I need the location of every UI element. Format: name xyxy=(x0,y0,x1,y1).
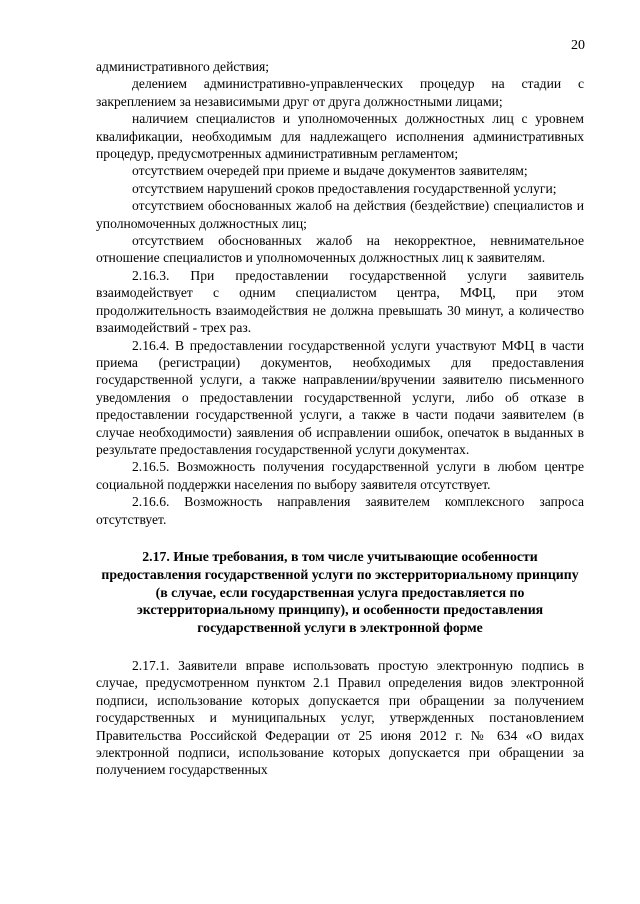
body-paragraph: делением административно-управленческих процедур на стадии с закреплением за независимыми друг от друга должностными лицами; xyxy=(96,76,584,109)
body-paragraph: административного действия; xyxy=(96,59,270,74)
page-number: 20 xyxy=(571,38,585,53)
body-paragraph: наличием специалистов и уполномоченных должностных лиц с уровнем квалификации, необходимым для надлежащего исполнения административных процедур, предусмотренных административным регламентом; xyxy=(96,111,584,162)
body-paragraph: 2.16.4. В предоставлении государственной услуги участвуют МФЦ в части приема (регистрации) документов, необходимых для предоставления государственной услуги, а также направлении/вручении заявителю письменного уведомления о предоставлении государственной услуги, либо об отказе в предоставлении государственной услуги, а также в части подачи заявителем (в случае необходимости) заявления об исправлении ошибок, опечаток в выданных в результате предоставления государственной услуги документах. xyxy=(96,337,584,457)
body-paragraph: 2.16.6. Возможность направления заявителем комплексного запроса отсутствует. xyxy=(96,494,584,527)
body-paragraph: отсутствием обоснованных жалоб на некорректное, невнимательное отношение специалистов и уполномоченных должностных лиц к заявителям. xyxy=(96,233,584,266)
body-paragraph: отсутствием нарушений сроков предоставления государственной услуги; xyxy=(132,180,557,196)
document-body xyxy=(96,58,584,779)
paragraphs-after xyxy=(96,657,584,779)
body-paragraph: 2.16.5. Возможность получения государственной услуги в любом центре социальной поддержки населения по выбору заявителя отсутствует. xyxy=(96,459,584,492)
body-paragraph: отсутствием очередей при приеме и выдаче документов заявителям; xyxy=(132,163,528,179)
section-heading: 2.17. Иные требования, в том числе учитывающие особенности предоставления государственной услуги по экстерриториальному принципу (в случае, если государственная услуга предоставляется по экстерриториальному принципу), и особенности предоставления государственной услуги в электронной форме xyxy=(101,548,579,636)
body-paragraph: 2.17.1. Заявители вправе использовать простую электронную подпись в случае, предусмотренном пунктом 2.1 Правил определения видов электронной подписи, использование которых допускается при обращении за получением государственных и муниципальных услуг, утвержденных постановлением Правительства Российской Федерации от 25 июня 2012 г. № 634 «О видах электронной подписи, использование которых допускается при обращении за получением государственных xyxy=(96,657,584,778)
paragraphs-before xyxy=(96,58,584,528)
body-paragraph: 2.16.3. При предоставлении государственной услуги заявитель взаимодействует с одним специалистом центра, МФЦ, при этом продолжительность взаимодействия не должна превышать 30 минут, а количество взаимодействий - трех раз. xyxy=(96,267,584,336)
body-paragraph: отсутствием обоснованных жалоб на действия (бездействие) специалистов и уполномоченных должностных лиц; xyxy=(96,198,584,231)
